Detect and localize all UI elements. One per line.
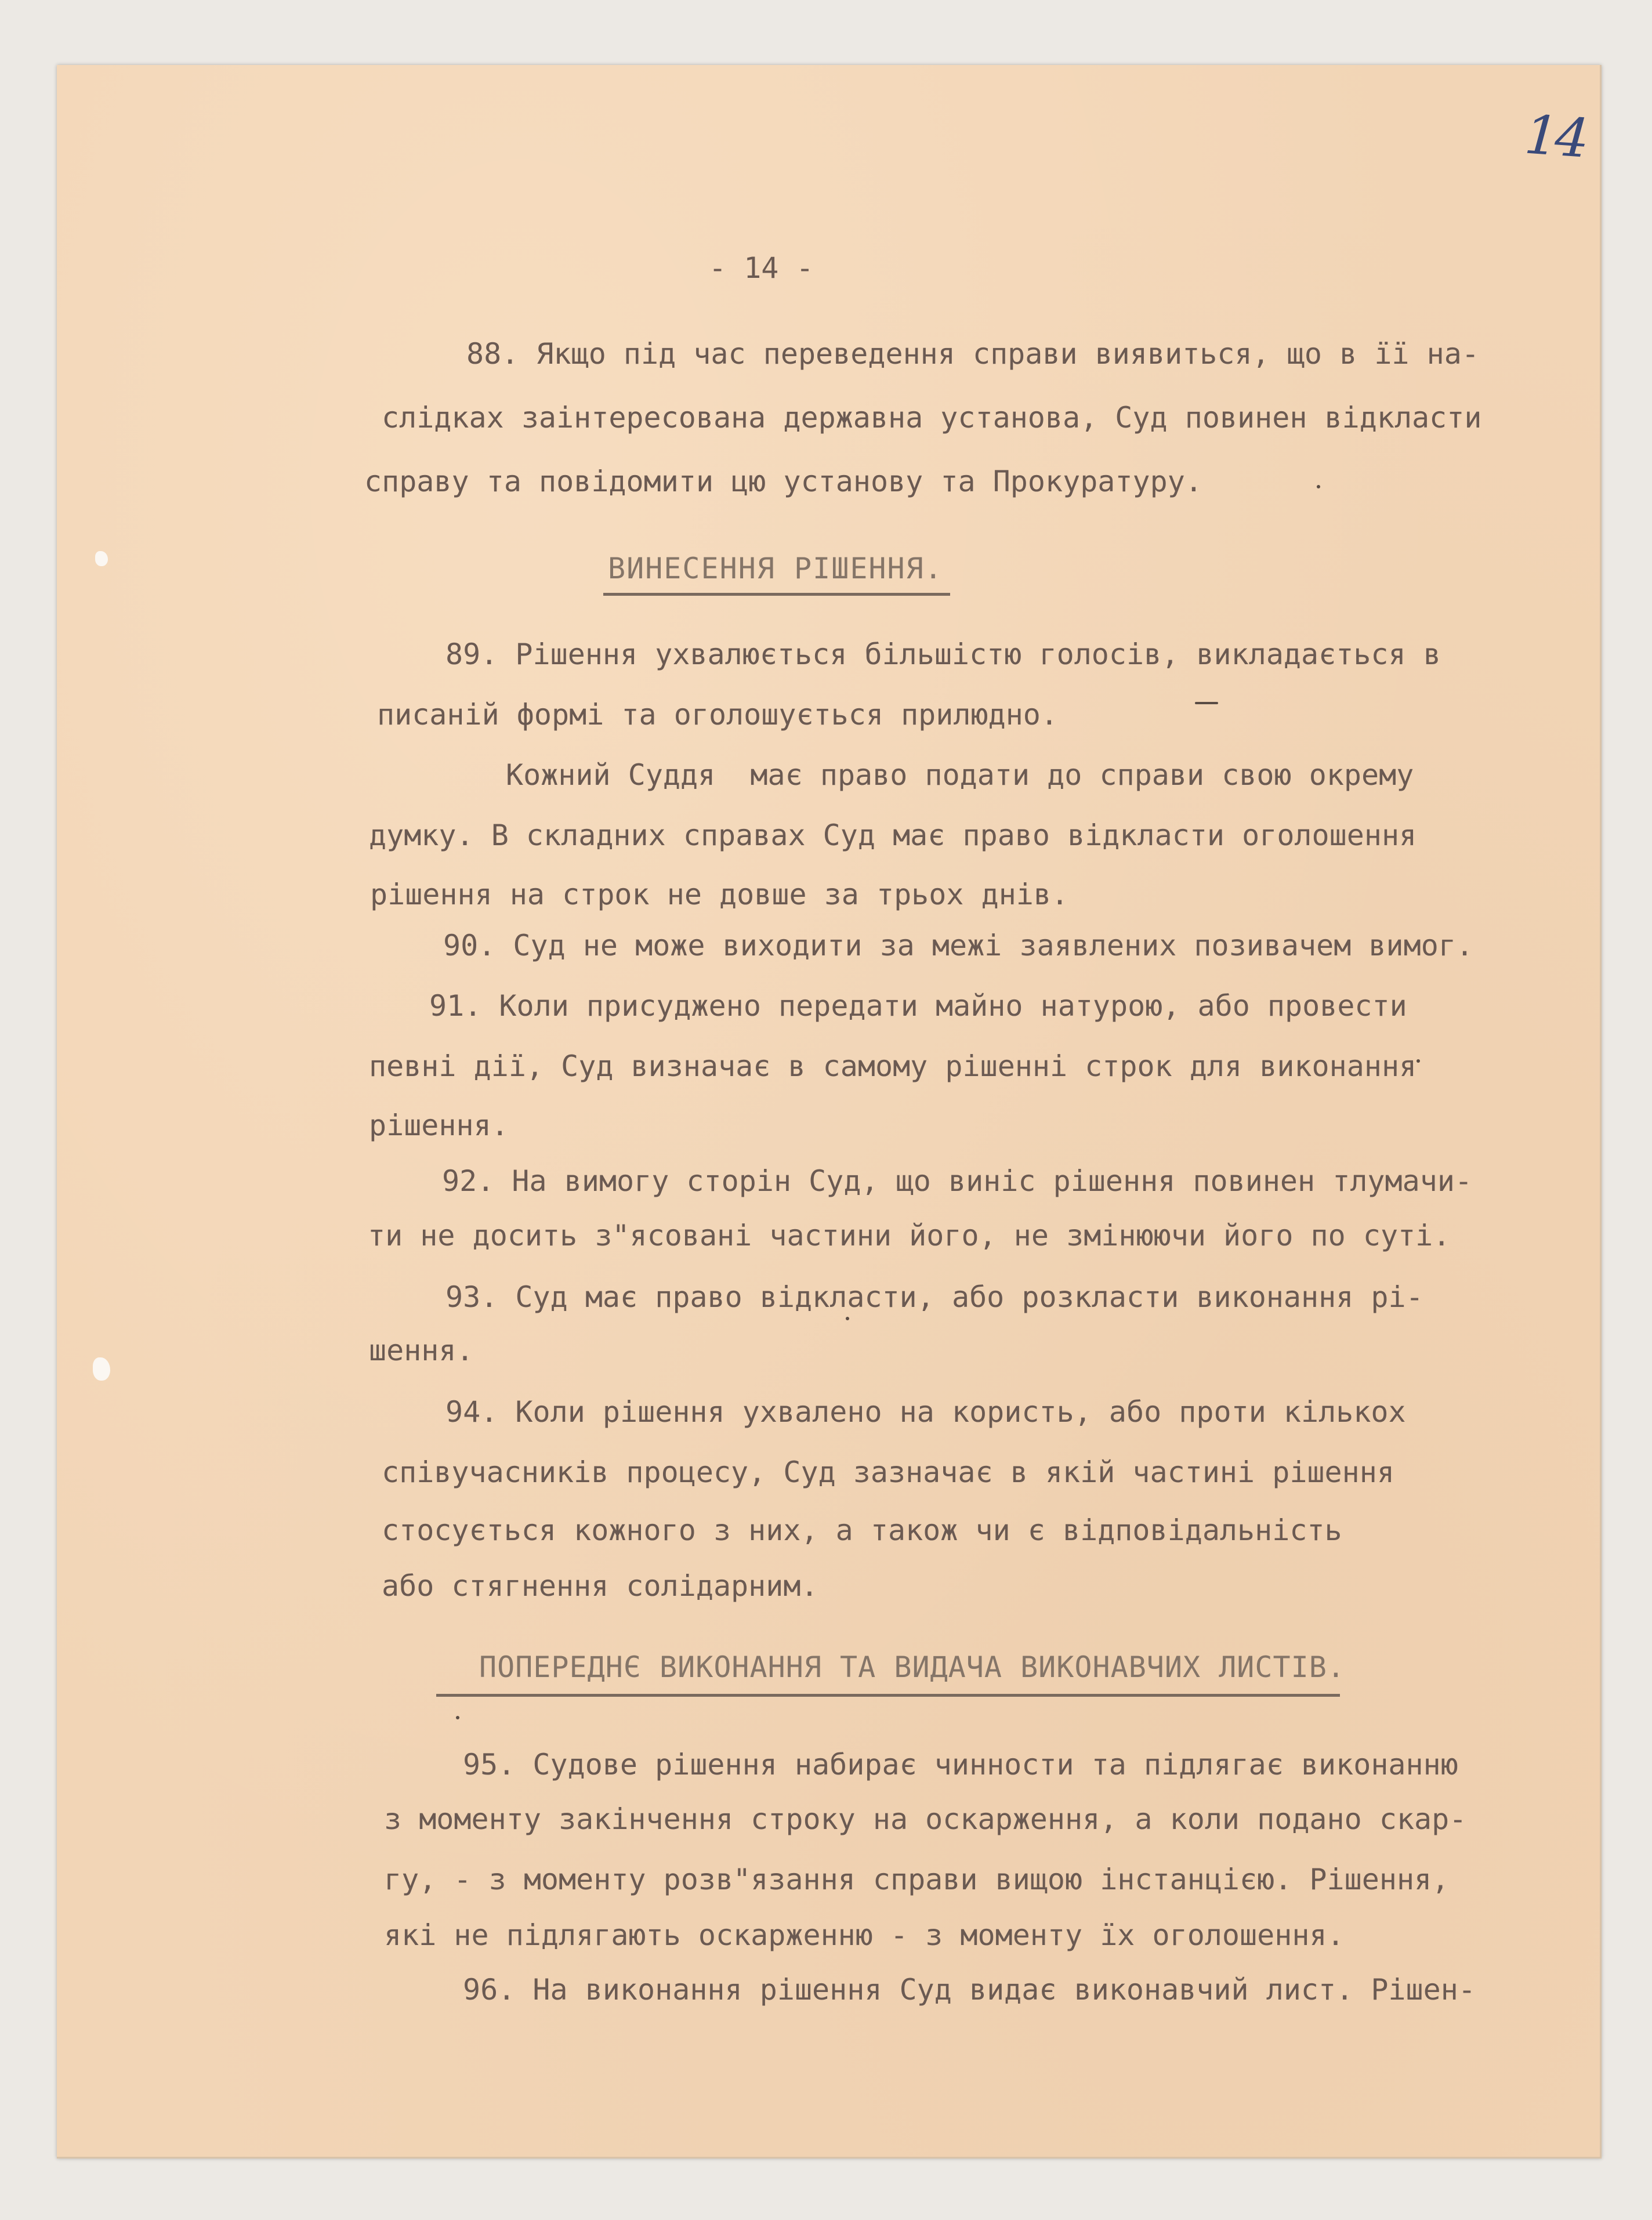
paragraph-line: 94. Коли рішення ухвалено на користь, або проти кількох	[445, 1395, 1406, 1429]
paragraph-line: 93. Суд має право відкласти, або розкласти виконання рі-	[445, 1280, 1423, 1314]
paragraph-line: справу та повідомити цю установу та Прокуратуру.	[364, 465, 1202, 498]
paragraph-line: 88. Якщо під час переведення справи виявиться, що в її на-	[466, 337, 1479, 371]
paragraph-line: 90. Суд не може виходити за межі заявлених позивачем вимог.	[443, 929, 1474, 962]
paper-speck	[846, 1317, 849, 1320]
paragraph-line: які не підлягають оскарженню - з моменту їх оголошення.	[384, 1918, 1345, 1952]
paragraph-line: писаній формі та оголошується прилюдно.	[377, 698, 1058, 731]
paragraph-line: слідках заінтересована державна установа, Суд повинен відкласти	[382, 401, 1482, 434]
paragraph-line: стосується кожного з них, а також чи є відповідальність	[382, 1513, 1342, 1547]
paragraph-line: співучасників процесу, Суд зазначає в якій частині рішення	[382, 1455, 1394, 1489]
paragraph-line: шення.	[369, 1334, 474, 1367]
paper-speck	[1416, 1059, 1420, 1063]
heading-underline	[603, 593, 950, 596]
paragraph-line: думку. В складних справах Суд має право відкласти оголошення	[369, 819, 1417, 852]
paper-damage-fleck	[93, 1357, 110, 1381]
paper-speck	[456, 1716, 459, 1719]
paragraph-line: 96. На виконання рішення Суд видає виконавчий лист. Рішен-	[463, 1973, 1476, 2007]
paragraph-line: певні дії, Суд визначає в самому рішенні строк для виконання	[369, 1049, 1417, 1083]
paragraph-line: ти не досить з"ясовані частини його, не змінюючи його по суті.	[368, 1219, 1451, 1252]
paragraph-line: або стягнення солідарним.	[382, 1569, 818, 1603]
paragraph-line: 89. Рішення ухвалюється більшістю голосів, викладається в	[445, 638, 1441, 671]
paper-damage-fleck	[95, 551, 108, 566]
section-heading: ПОПЕРЕДНЄ ВИКОНАННЯ ТА ВИДАЧА ВИКОНАВЧИХ ЛИСТІВ.	[479, 1650, 1345, 1684]
paragraph-line: рішення на строк не довше за трьох днів.	[370, 878, 1069, 911]
page-number: - 14 -	[709, 251, 814, 285]
paragraph-line: 95. Судове рішення набирає чинности та підлягає виконанню	[463, 1748, 1458, 1781]
paragraph-line: з моменту закінчення строку на оскарження, а коли подано скар-	[384, 1802, 1467, 1836]
section-heading: ВИНЕСЕННЯ РІШЕННЯ.	[608, 552, 943, 585]
handwritten-folio-number: 14	[1522, 103, 1588, 170]
paper-speck	[1317, 485, 1320, 488]
paper-speck	[1195, 702, 1218, 704]
heading-underline	[436, 1694, 1340, 1697]
paper-sheet	[57, 65, 1602, 2159]
paragraph-line: гу, - з моменту розв"язання справи вищою інстанцією. Рішення,	[384, 1863, 1450, 1896]
paragraph-line: Кожний Суддя має право подати до справи свою окрему	[506, 758, 1414, 792]
paragraph-line: рішення.	[369, 1109, 509, 1142]
paragraph-line: 91. Коли присуджено передати майно натурою, або провести	[429, 989, 1407, 1023]
paragraph-line: 92. На вимогу сторін Суд, що виніс рішення повинен тлумачи-	[442, 1164, 1473, 1198]
